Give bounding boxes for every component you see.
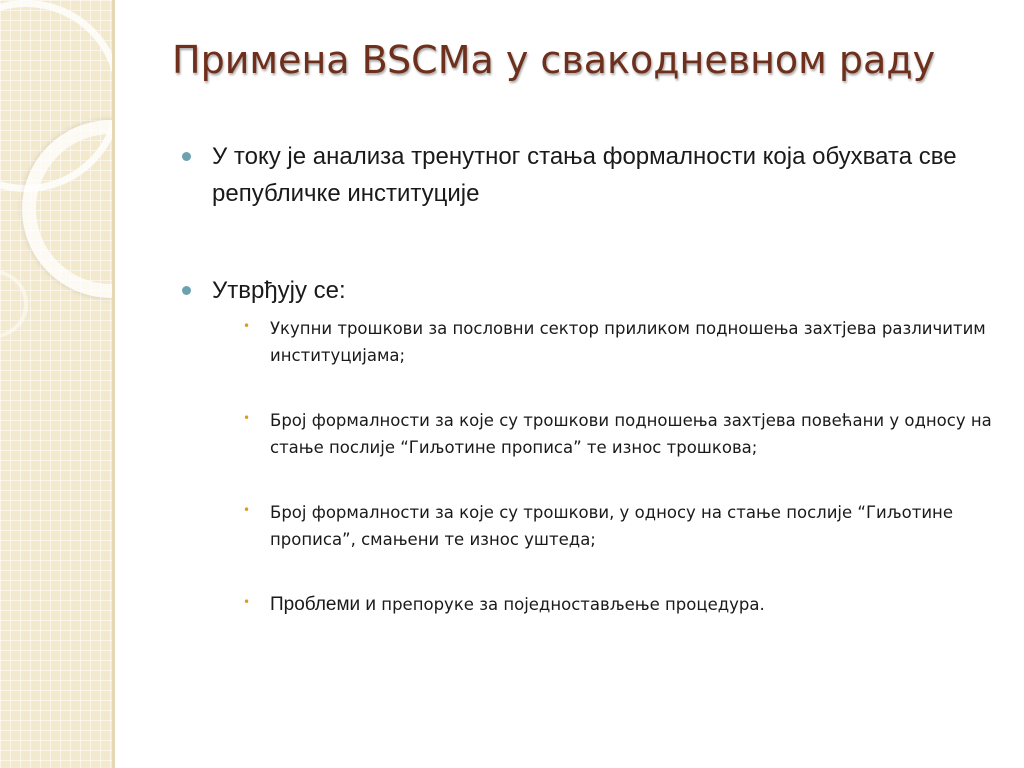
sub-bullet-item — [241, 315, 1000, 369]
sub-bullet-text: препоруке за поједностављење процедура. — [376, 595, 765, 614]
slide-title: Примена BSCMа у свакодневном раду — [172, 38, 936, 82]
sub-bullet-list — [241, 315, 1000, 618]
sub-bullet-item — [241, 499, 1000, 553]
dot-bullet-icon: • — [243, 411, 251, 425]
bullet-item — [180, 138, 1000, 212]
circle-bullet-icon — [182, 152, 191, 161]
sub-bullet-lead-text: Проблеми и — [270, 594, 377, 615]
dot-bullet-icon: • — [243, 503, 251, 517]
circle-bullet-icon — [182, 286, 191, 295]
decorative-ring — [0, 270, 28, 338]
dot-bullet-icon: • — [243, 319, 251, 333]
side-panel-border — [112, 0, 115, 768]
decorative-side-panel — [0, 0, 112, 768]
dot-bullet-icon: • — [243, 595, 251, 609]
sub-bullet-item — [241, 591, 1000, 618]
bullet-text: У току је анализа тренутног стања формалности која обухвата све републичке институције — [212, 143, 957, 207]
sub-bullet-item — [241, 407, 1000, 461]
sub-bullet-text: Укупни трошкови за пословни сектор приликом подношења захтјева различитим институцијама; — [270, 319, 986, 365]
sub-bullet-text: Број формалности за које су трошкови, у односу на стање послије “Гиљотине прописа”, смањени те износ уштеда; — [270, 503, 953, 549]
bullet-item — [180, 272, 1000, 309]
slide-content — [180, 138, 1000, 656]
sub-bullet-text: Број формалности за које су трошкови подношења захтјева повећани у односу на стање послије “Гиљотине прописа” те износ трошкова; — [270, 411, 992, 457]
bullet-text: Утврђују се: — [212, 277, 346, 304]
